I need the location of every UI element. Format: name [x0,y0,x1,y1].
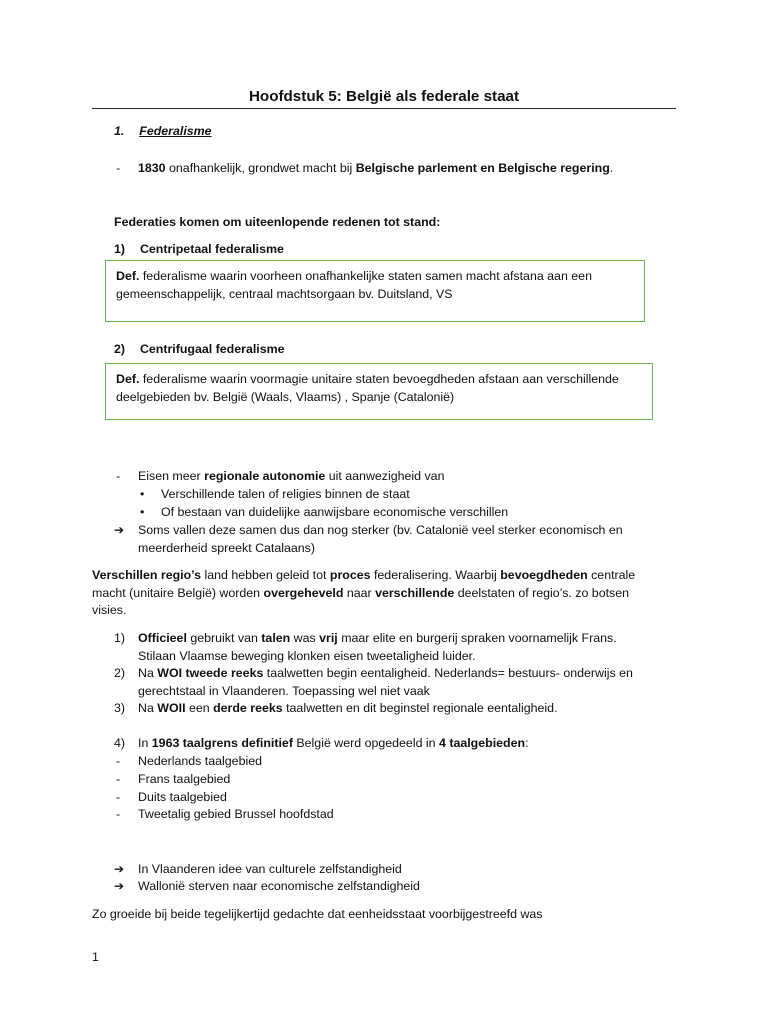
bullet-item: Verschillende talen of religies binnen de staat [161,487,410,501]
type-name: Centripetaal federalisme [139,242,284,256]
numbered-item-3-line1 [138,699,558,717]
language-area-item: Frans taalgebied [138,772,231,786]
regions-paragraph-line3: visies. [92,603,127,617]
section-heading [114,122,212,140]
numbered-item-1-line1 [138,629,617,647]
definition-box-centrifugal [105,363,653,420]
list-number: 3) [114,701,126,715]
definition-box-centripetal [105,260,645,322]
autonomy-text: Eisen meer [138,469,205,483]
intro-year: 1830 [138,161,166,175]
dash-marker: - [116,772,121,786]
regions-bold-2: proces [329,568,371,582]
list-number: 4) [114,736,126,750]
def-text-line2: gemeenschappelijk, centraal machtsorgaan bv. Duitsland, VS [116,287,453,301]
regions-bold-4: overgeheveld [263,586,344,600]
regions-text-4: macht (unitaire België) worden [92,586,264,600]
type-number: 1) [114,242,126,256]
arrow-line-2: meerderheid spreekt Catalaans) [138,541,316,555]
item-text: Na [138,701,158,715]
def-text-line2: deelgebieden bv. België (Waals, Vlaams) , Spanje (Catalonië) [116,390,455,404]
numbered-item-2-line2: gerechtstaal in Vlaanderen. Toepassing wel niet vaak [138,684,430,698]
item-bold: 1963 taalgrens definitief [151,736,293,750]
closing-sentence: Zo groeide bij beide tegelijkertijd gedachte dat eenheidsstaat voorbijgestreefd was [92,907,543,921]
autonomy-line [138,467,444,485]
def-text-line1: federalisme waarin voormagie unitaire staten bevoegdheden afstaan aan verschillende [139,372,619,386]
bullet-icon: • [140,505,145,519]
item-text: taalwetten en dit beginstel regionale eentaligheid. [282,701,558,715]
dash-marker: - [116,754,121,768]
item-bold: vrij [319,631,338,645]
section-title: Federalisme [139,124,212,138]
language-area-item: Nederlands taalgebied [138,754,262,768]
numbered-item-2-line1 [138,664,633,682]
arrow-right-icon: ➔ [114,523,125,537]
def-label: Def. [116,372,140,386]
item-text: België werd opgedeeld in [292,736,439,750]
regions-paragraph-line1 [92,566,635,584]
page-number: 1 [92,950,99,964]
regions-text-1: land hebben geleid tot [201,568,330,582]
regions-text-2: federalisering. Waarbij [370,568,501,582]
regions-bold-1: Verschillen regio’s [92,568,202,582]
section-number: 1. [114,124,125,138]
def-label: Def. [116,269,140,283]
regions-text-3: centrale [587,568,636,582]
regions-text-5: naar [343,586,376,600]
regions-bold-5: verschillende [375,586,455,600]
intro-line [138,159,613,177]
item-text: taalwetten begin eentaligheid. Nederlands= bestuurs- onderwijs en [263,666,633,680]
page-title: Hoofdstuk 5: België als federale staat [248,88,520,105]
intro-end: . [609,161,614,175]
bullet-icon: • [140,487,145,501]
arrow-right-icon: ➔ [114,862,125,876]
type-heading-centripetal [114,240,284,258]
numbered-item-4-line1 [138,734,529,752]
dash-marker: - [116,790,121,804]
dash-marker: - [116,807,121,821]
item-text: gebruikt van [186,631,262,645]
dash-marker: - [116,469,121,483]
item-text: was [290,631,320,645]
title-underline [92,108,676,109]
conclusion-line: In Vlaanderen idee van culturele zelfstandigheid [138,862,402,876]
item-bold: Officieel [138,631,187,645]
bullet-item: Of bestaan van duidelijke aanwijsbare economische verschillen [161,505,509,519]
numbered-item-1-line2: Stilaan Vlaamse beweging klonken eisen tweetaligheid luider. [138,649,476,663]
type-heading-centrifugal [114,340,285,358]
item-text: Na [138,666,158,680]
arrow-line-1: Soms vallen deze samen dus dan nog sterker (bv. Catalonië veel sterker economisch en [138,523,623,537]
item-bold: WOII [157,701,186,715]
type-number: 2) [114,342,126,356]
intro-text: onafhankelijk, grondwet macht bij [165,161,356,175]
language-area-item: Tweetalig gebied Brussel hoofdstad [138,807,334,821]
item-bold: WOI tweede reeks [157,666,264,680]
item-text: In [138,736,152,750]
conclusion-line: Wallonië sterven naar economische zelfstandigheid [138,879,420,893]
regions-text-6: deelstaten of regio’s. zo botsen [454,586,630,600]
item-text: : [525,736,529,750]
regions-bold-3: bevoegdheden [500,568,588,582]
item-text: een [185,701,214,715]
autonomy-text-end: uit aanwezigheid van [325,469,445,483]
item-bold: 4 taalgebieden [439,736,526,750]
type-name: Centrifugaal federalisme [139,342,285,356]
list-number: 1) [114,631,126,645]
item-text: maar elite en burgerij spraken voornamelijk Frans. [337,631,617,645]
language-area-item: Duits taalgebied [138,790,227,804]
autonomy-bold: regionale autonomie [204,469,326,483]
item-bold: talen [261,631,291,645]
dash-marker: - [116,161,121,175]
def-text-line1: federalisme waarin voorheen onafhankelijke staten samen macht afstana aan een [139,269,592,283]
intro-bold: Belgische parlement en Belgische regering [355,161,610,175]
arrow-right-icon: ➔ [114,879,125,893]
list-number: 2) [114,666,126,680]
federations-heading: Federaties komen om uiteenlopende redenen tot stand: [114,215,441,229]
item-bold: derde reeks [213,701,283,715]
regions-paragraph-line2 [92,584,629,602]
